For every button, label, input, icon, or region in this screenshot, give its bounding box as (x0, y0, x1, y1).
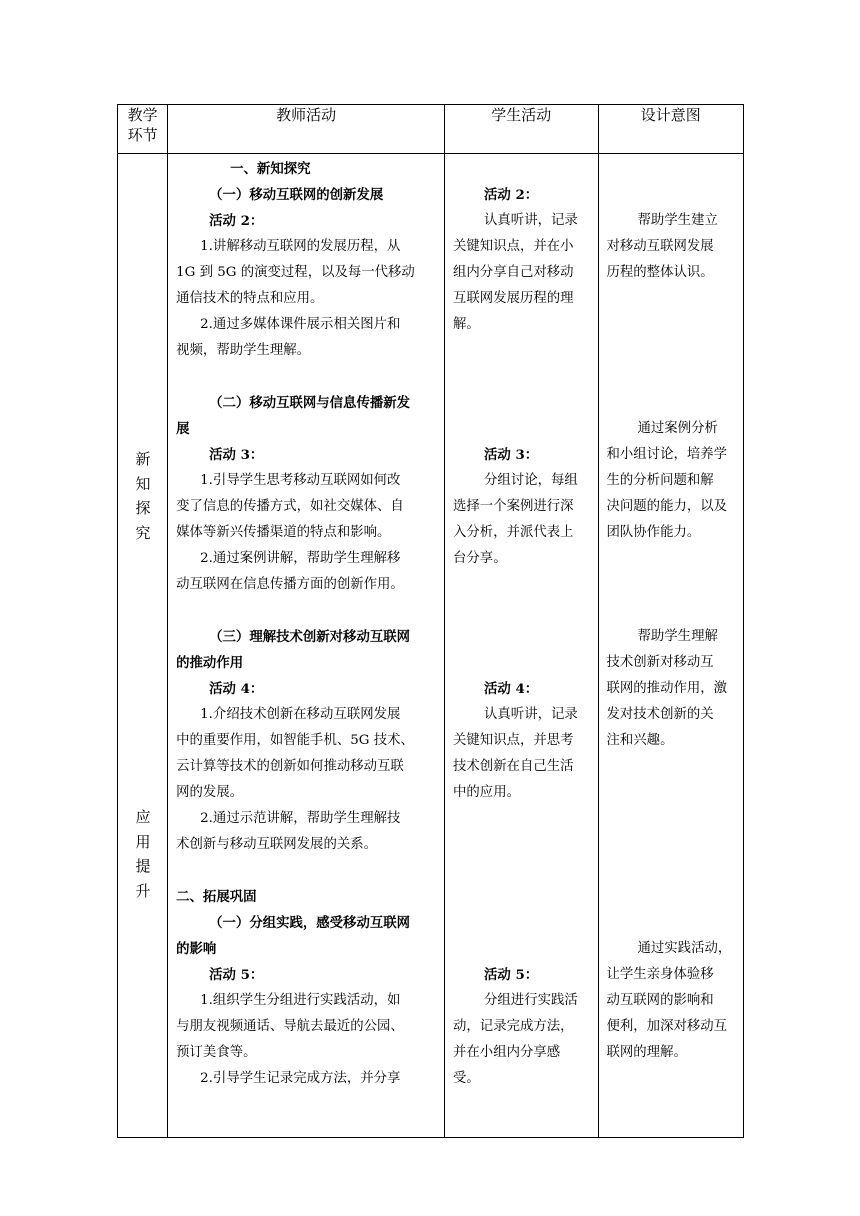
design-intent-line: 联网的推动作用，激 (606, 681, 728, 696)
teacher-activity-line: 展 (176, 421, 190, 437)
student-activity-line: 认真听讲，记录 (484, 213, 578, 228)
teacher-activity-line: 活动 5： (209, 967, 264, 983)
design-intent-line: 历程的整体认识。 (606, 265, 714, 280)
design-intent-line: 决问题的能力，以及 (606, 499, 728, 514)
header-student-activity: 学生活动 (445, 105, 598, 154)
design-intent-line: 注和兴趣。 (606, 733, 674, 748)
teacher-activity-line: 预订美食等。 (176, 1045, 257, 1060)
student-activity-cell (445, 154, 598, 1138)
teacher-activity-line: 活动 4： (209, 681, 264, 697)
student-activity-line: 台分享。 (453, 551, 507, 566)
header-stage-line-2: 环节 (127, 126, 158, 144)
student-activity-line: 解。 (453, 317, 480, 332)
teacher-activity-line: 活动 2： (209, 213, 264, 229)
design-intent-line: 动互联网的影响和 (606, 993, 714, 1008)
stage-char: 探 (135, 499, 151, 517)
student-activity-line: 中的应用。 (453, 785, 520, 800)
teacher-activity-line: 1G 到 5G 的演变过程，以及每一代移动 (176, 265, 415, 280)
teacher-activity-line: 媒体等新兴传播渠道的特点和影响。 (176, 525, 391, 540)
teacher-activity-line: 的推动作用 (176, 655, 244, 671)
design-intent-line: 发对技术创新的关 (606, 707, 714, 722)
design-intent-line: 和小组讨论，培养学 (606, 447, 728, 462)
student-activity-line: 技术创新在自己生活 (453, 759, 574, 774)
design-intent-line: 让学生亲身体验移 (606, 967, 714, 982)
student-activity-line: 动，记录完成方法， (453, 1019, 574, 1034)
teacher-activity-line: 通信技术的特点和应用。 (176, 291, 324, 306)
stage-char: 升 (135, 881, 151, 900)
stage-char: 应 (135, 808, 151, 826)
teacher-activity-line: 一、新知探究 (230, 161, 311, 177)
teacher-activity-line: 的影响 (176, 941, 217, 957)
teacher-activity-line: （三）理解技术创新对移动互联网 (209, 629, 411, 645)
stage-char: 新 (135, 450, 151, 468)
student-activity-line: 认真听讲，记录 (484, 707, 578, 722)
stage-char: 究 (135, 523, 151, 542)
design-intent-line: 帮助学生建立 (637, 213, 718, 228)
student-activity-line: 活动 3： (484, 447, 539, 463)
table-header-row (118, 105, 744, 154)
teacher-activity-line: 视频，帮助学生理解。 (176, 343, 311, 358)
teacher-activity-line: 2.通过多媒体课件展示相关图片和 (200, 317, 401, 332)
design-intent-line: 技术创新对移动互 (606, 655, 714, 670)
student-activity-line: 入分析，并派代表上 (453, 525, 574, 540)
teacher-activity-line: 二、拓展巩固 (176, 889, 257, 905)
student-activity-line: 分组讨论，每组 (484, 473, 578, 488)
design-intent-cell (598, 154, 743, 1138)
teacher-activity-line: 云计算等技术的创新如何推动移动互联 (176, 759, 404, 774)
teacher-activity-line: 2.通过案例讲解，帮助学生理解移 (200, 551, 401, 566)
header-design-intent: 设计意图 (598, 105, 743, 154)
teacher-activity-line: 1.引导学生思考移动互联网如何改 (200, 473, 401, 488)
student-activity-line: 选择一个案例进行深 (453, 499, 574, 514)
teacher-activity-line: 网的发展。 (176, 785, 244, 800)
stage-label-explore (118, 447, 168, 545)
stage-label-apply (118, 805, 168, 903)
teacher-activity-line: 2.引导学生记录完成方法，并分享 (200, 1071, 401, 1086)
lesson-plan-table (117, 104, 744, 1138)
student-activity-line: 受。 (453, 1071, 480, 1086)
teacher-activity-line: 变了信息的传播方式，如社交媒体、自 (176, 499, 404, 514)
teacher-activity-line: 与朋友视频通话、导航去最近的公园、 (176, 1019, 404, 1034)
student-activity-line: 组内分享自己对移动 (453, 265, 574, 280)
student-activity-line: 活动 4： (484, 681, 539, 697)
stage-cell (118, 154, 168, 1138)
teacher-activity-line: 中的重要作用，如智能手机、5G 技术、 (176, 733, 414, 748)
header-stage (118, 105, 168, 154)
student-activity-line: 并在小组内分享感 (453, 1045, 561, 1060)
teacher-activity-line: （一）分组实践，感受移动互联网 (209, 915, 411, 931)
student-activity-line: 活动 5： (484, 967, 539, 983)
stage-char: 用 (135, 832, 151, 851)
design-intent-line: 通过案例分析 (637, 421, 718, 436)
teacher-activity-line: 活动 3： (209, 447, 264, 463)
teacher-activity-line: 1.讲解移动互联网的发展历程，从 (200, 239, 401, 254)
teacher-activity-line: 1.组织学生分组进行实践活动，如 (200, 993, 401, 1008)
design-intent-line: 帮助学生理解 (637, 629, 718, 644)
student-activity-line: 关键知识点，并在小 (453, 239, 574, 254)
teacher-activity-line: 2.通过示范讲解，帮助学生理解技 (200, 811, 401, 826)
student-activity-line: 分组进行实践活 (484, 993, 578, 1008)
teacher-activity-line: 术创新与移动互联网发展的关系。 (176, 837, 378, 852)
header-teacher-activity: 教师活动 (168, 105, 445, 154)
design-intent-line: 团队协作能力。 (606, 525, 701, 540)
student-activity-line: 关键知识点，并思考 (453, 733, 574, 748)
student-activity-line: 互联网发展历程的理 (453, 291, 574, 306)
student-activity-line: 活动 2： (484, 187, 539, 203)
teacher-activity-line: （二）移动互联网与信息传播新发 (209, 395, 411, 411)
teacher-activity-cell (168, 154, 445, 1138)
teacher-activity-line: （一）移动互联网的创新发展 (209, 187, 384, 203)
design-intent-line: 生的分析问题和解 (606, 473, 714, 488)
header-stage-line-1: 教学 (127, 106, 158, 124)
teacher-activity-line: 1.介绍技术创新在移动互联网发展 (200, 707, 401, 722)
table-body-row (118, 154, 744, 1138)
design-intent-line: 便利，加深对移动互 (606, 1019, 728, 1034)
design-intent-line: 通过实践活动， (637, 941, 732, 956)
teacher-activity-line: 动互联网在信息传播方面的创新作用。 (176, 577, 404, 592)
stage-char: 知 (135, 474, 151, 493)
design-intent-line: 对移动互联网发展 (606, 239, 714, 254)
design-intent-line: 联网的理解。 (606, 1045, 687, 1060)
stage-char: 提 (135, 857, 151, 875)
